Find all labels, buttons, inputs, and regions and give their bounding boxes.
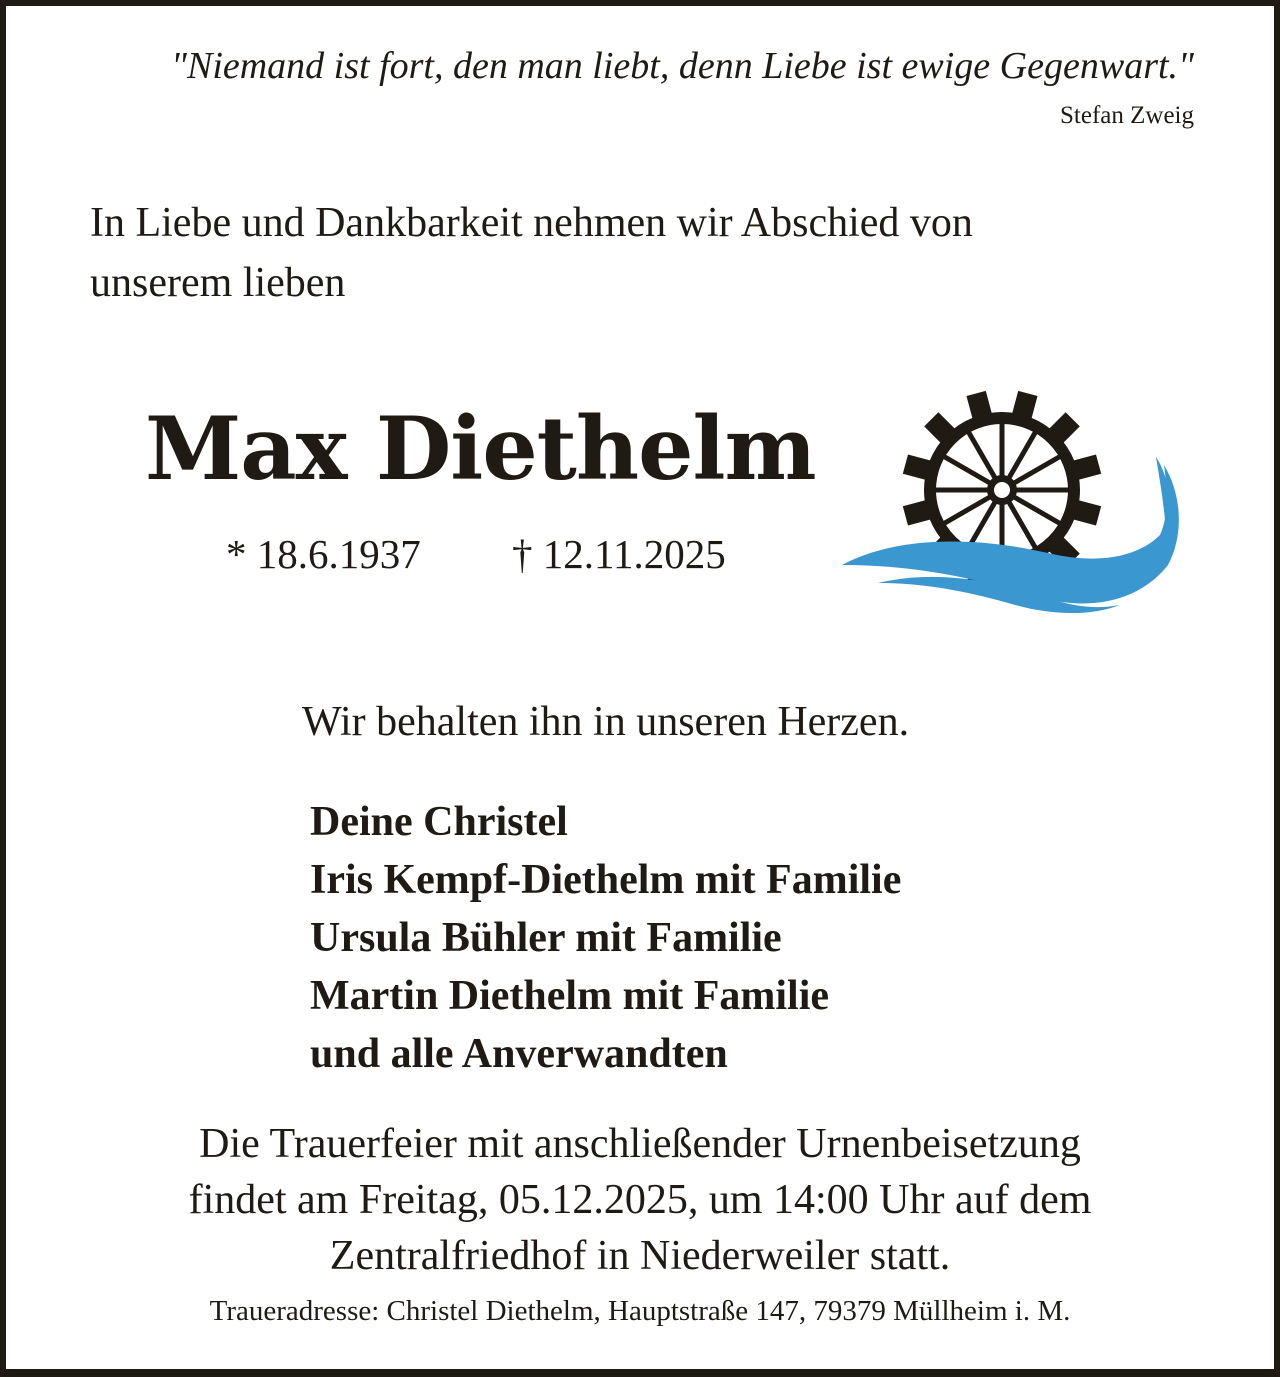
deceased-name: Max Diethelm bbox=[145, 397, 816, 500]
quote-text: "Niemand ist fort, den man liebt, denn Liebe ist ewige Gegenwart." bbox=[171, 45, 1194, 87]
intro-line-2: unserem lieben bbox=[90, 260, 346, 306]
mourner-name: Iris Kempf-Diethelm mit Familie bbox=[310, 857, 902, 903]
service-line-3: Zentralfriedhof in Niederweiler statt. bbox=[329, 1233, 951, 1279]
birth-date: * 18.6.1937 bbox=[226, 531, 421, 577]
mourning-address: Traueradresse: Christel Diethelm, Hauptstraße 147, 79379 Müllheim i. M. bbox=[209, 1295, 1071, 1327]
service-line-1: Die Trauerfeier mit anschließender Urnenbeisetzung bbox=[199, 1121, 1081, 1167]
waterwheel-icon bbox=[838, 385, 1188, 617]
wheel-hub-center bbox=[993, 481, 1011, 499]
water-wave-crest bbox=[1156, 457, 1170, 531]
death-date: † 12.11.2025 bbox=[512, 531, 726, 577]
quote-author: Stefan Zweig bbox=[1060, 102, 1194, 129]
mourner-name: Martin Diethelm mit Familie bbox=[310, 973, 830, 1019]
intro-line-1: In Liebe und Dankbarkeit nehmen wir Abschied von bbox=[90, 200, 973, 246]
closing-line: Wir behalten ihn in unseren Herzen. bbox=[302, 699, 910, 745]
mourner-name: Deine Christel bbox=[310, 799, 568, 845]
mourner-name: und alle Anverwandten bbox=[310, 1031, 728, 1077]
service-line-2: findet am Freitag, 05.12.2025, um 14:00 Uhr auf dem bbox=[188, 1177, 1092, 1223]
mourner-name: Ursula Bühler mit Familie bbox=[310, 915, 782, 961]
mourners-list bbox=[310, 793, 901, 1083]
service-info bbox=[0, 1116, 1280, 1284]
intro-text bbox=[90, 193, 1170, 313]
